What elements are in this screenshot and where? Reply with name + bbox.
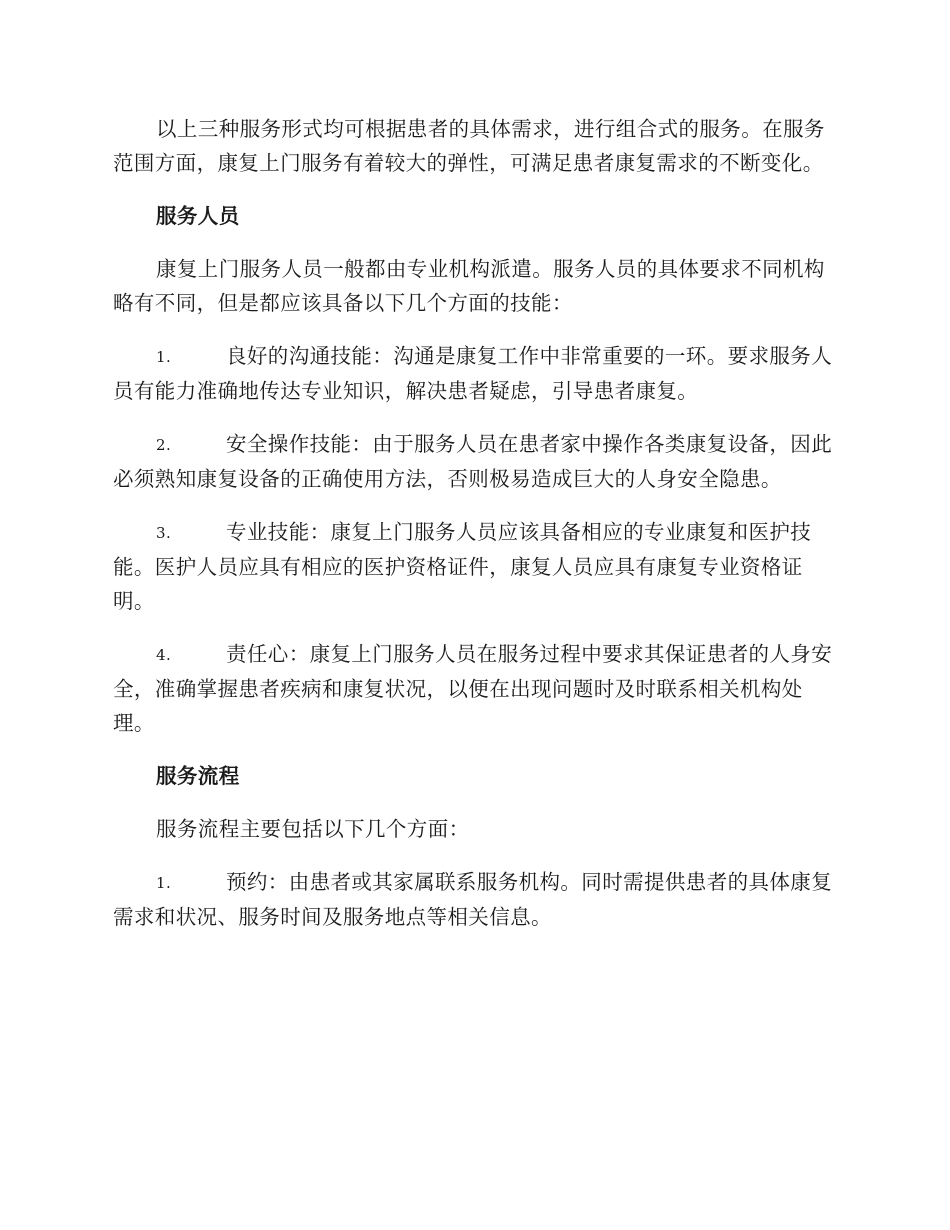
section-heading-process: 服务流程 xyxy=(156,764,240,788)
list-item xyxy=(113,637,835,740)
list-item-number: 1. xyxy=(156,874,172,892)
list-item xyxy=(113,515,835,618)
staff-paragraph: 康复上门服务人员一般都由专业机构派遣。服务人员的具体要求不同机构略有不同，但是都应该具备以下几个方面的技能： xyxy=(113,257,825,315)
list-item xyxy=(113,865,835,934)
intro-paragraph: 以上三种服务形式均可根据患者的具体需求，进行组合式的服务。在服务范围方面，康复上门服务有着较大的弹性，可满足患者康复需求的不断变化。 xyxy=(113,117,825,175)
list-item-text: 安全操作技能：由于服务人员在患者家中操作各类康复设备，因此必须熟知康复设备的正确使用方法，否则极易造成巨大的人身安全隐患。 xyxy=(113,432,833,491)
list-item-text: 预约：由患者或其家属联系服务机构。同时需提供患者的具体康复需求和状况、服务时间及服务地点等相关信息。 xyxy=(113,870,833,929)
list-item xyxy=(113,339,835,408)
list-item-number: 3. xyxy=(156,524,172,542)
section-heading-staff: 服务人员 xyxy=(156,204,240,228)
list-item-text: 专业技能：康复上门服务人员应该具备相应的专业康复和医护技能。医护人员应具有相应的医护资格证件，康复人员应具有康复专业资格证明。 xyxy=(113,520,812,613)
list-item-number: 1. xyxy=(156,348,172,366)
list-item-text: 责任心：康复上门服务人员在服务过程中要求其保证患者的人身安全，准确掌握患者疾病和康复状况，以便在出现问题时及时联系相关机构处理。 xyxy=(113,642,833,735)
list-item-number: 2. xyxy=(156,436,172,454)
list-item-number: 4. xyxy=(156,646,172,664)
list-item-text: 良好的沟通技能：沟通是康复工作中非常重要的一环。要求服务人员有能力准确地传达专业知识，解决患者疑虑，引导患者康复。 xyxy=(113,344,833,403)
list-item xyxy=(113,427,835,496)
document-page xyxy=(113,112,835,953)
process-paragraph: 服务流程主要包括以下几个方面： xyxy=(156,817,470,841)
